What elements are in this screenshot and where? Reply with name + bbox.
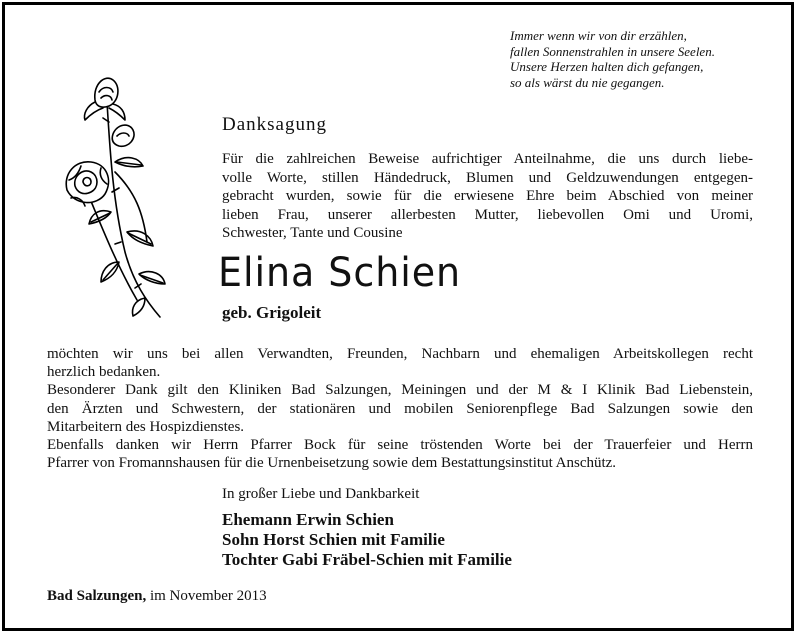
intro-line: volle Worte, stillen Händedruck, Blumen und Geldzuwendungen entgegen- xyxy=(222,169,753,186)
intro-line: lieben Frau, unserer allerbesten Mutter, liebevollen Omi und Uromi, xyxy=(222,206,753,223)
maiden-name: geb. Grigoleit xyxy=(222,303,322,322)
poem-line-3: Unsere Herzen halten dich gefangen, xyxy=(510,59,704,74)
memorial-poem xyxy=(510,28,770,90)
place-city: Bad Salzungen, xyxy=(47,588,147,604)
signer-daughter: Tochter Gabi Fräbel-Schien mit Familie xyxy=(222,550,512,569)
body-line: Besonderer Dank gilt den Kliniken Bad Salzungen, Meiningen und der M & I Klinik Bad Liebenstein, xyxy=(47,382,753,399)
body-line: Ebenfalls danken wir Herrn Pfarrer Bock für seine tröstenden Worte bei der Trauerfeier und Herrn xyxy=(47,436,753,453)
intro-line: Für die zahlreichen Beweise aufrichtiger Anteilnahme, die uns durch liebe- xyxy=(222,151,753,167)
signer-son: Sohn Horst Schien mit Familie xyxy=(222,530,445,549)
intro-line: Schwester, Tante und Cousine xyxy=(222,225,403,241)
signers-list xyxy=(222,510,512,570)
body-line: möchten wir uns bei allen Verwandten, Freunden, Nachbarn und ehemaligen Arbeitskollegen recht xyxy=(47,346,753,362)
body-line: Mitarbeitern des Hospizdienstes. xyxy=(47,418,245,435)
rose-illustration-icon xyxy=(55,62,175,322)
intro-line: gebracht wurden, sowie für die erwiesene Ehre beim Abschied von meiner xyxy=(222,188,753,204)
page-title: Danksagung xyxy=(222,114,327,135)
body-line: den Ärzten und Schwestern, der stationären und mobilen Seniorenpflege Bad Salzungen sowie den xyxy=(47,400,753,417)
signer-husband: Ehemann Erwin Schien xyxy=(222,510,394,529)
thanks-paragraph xyxy=(47,345,753,472)
deceased-name: Elina Schien xyxy=(218,250,462,296)
poem-line-4: so als wärst du nie gegangen. xyxy=(510,74,665,90)
poem-line-2: fallen Sonnenstrahlen in unsere Seelen. xyxy=(510,43,715,59)
place-month: im November 2013 xyxy=(146,588,267,604)
place-date xyxy=(47,588,267,605)
body-line: Pfarrer von Fromannshausen für die Urnenbeisetzung sowie dem Bestattungsinstitut Anschütz. xyxy=(47,455,617,472)
poem-line-1: Immer wenn wir von dir erzählen, xyxy=(510,28,687,43)
closing-phrase: In großer Liebe und Dankbarkeit xyxy=(222,486,420,502)
body-line: herzlich bedanken. xyxy=(47,364,161,381)
intro-paragraph xyxy=(222,150,753,243)
